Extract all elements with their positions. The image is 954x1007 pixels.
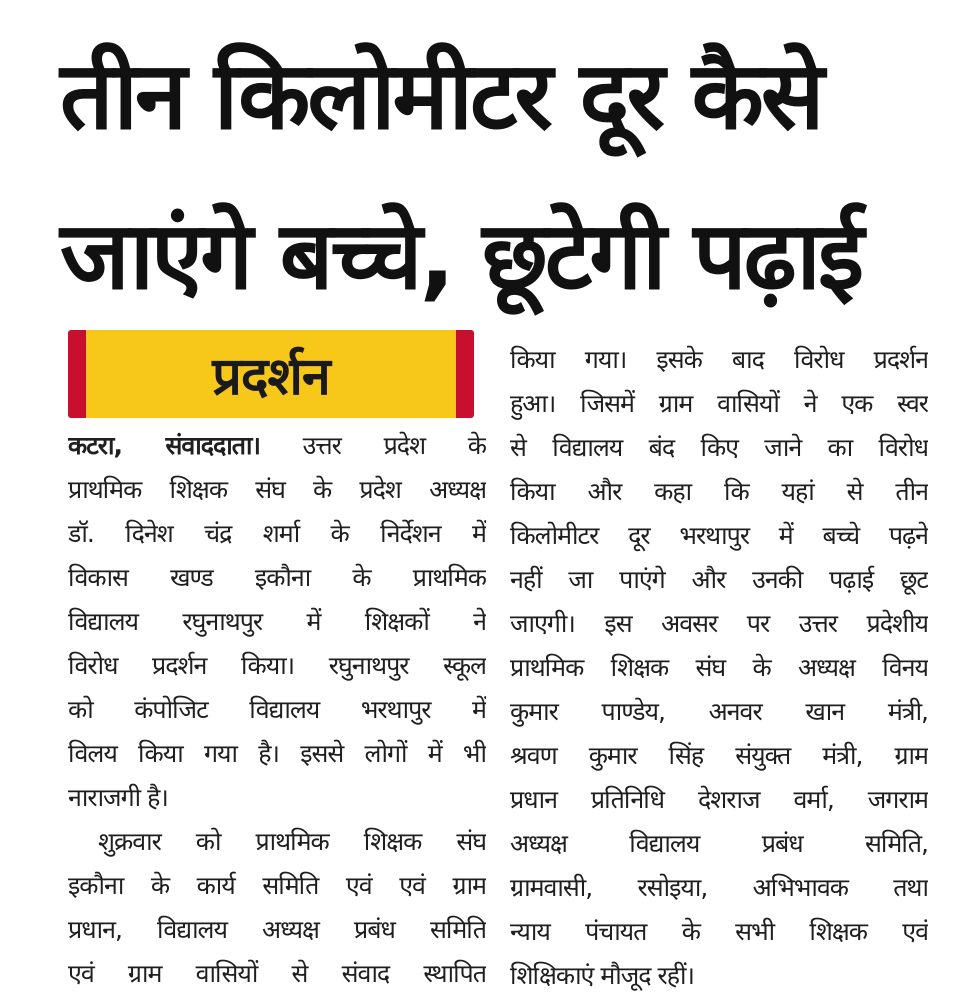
headline-line-2: जाएंगे बच्चे, छूटेगी पढ़ाई xyxy=(60,202,862,311)
article-line: नहीं जा पाएंगे और उनकी पढ़ाई छूट xyxy=(510,565,928,594)
article-column-right xyxy=(510,338,928,998)
article-line: विलय किया गया है। इससे लोगों में भी xyxy=(68,739,486,768)
article-line: एवं ग्राम वासियों से संवाद स्थापित xyxy=(68,959,486,988)
article-line: प्राथमिक शिक्षक संघ के प्रदेश अध्यक्ष xyxy=(68,475,486,504)
article-line: किलोमीटर दूर भरथापुर में बच्चे पढ़ने xyxy=(510,521,928,550)
article-line: विरोध प्रदर्शन किया। रघुनाथपुर स्कूल xyxy=(68,651,486,680)
article-line: कुमार पाण्डेय, अनवर खान मंत्री, xyxy=(510,697,928,726)
banner-fill xyxy=(86,330,456,418)
dateline: कटरा, संवाददाता। xyxy=(68,431,260,460)
article-line: न्याय पंचायत के सभी शिक्षक एवं xyxy=(510,917,928,946)
article-line: किया गया। इसके बाद विरोध प्रदर्शन xyxy=(510,345,928,374)
banner-left-bar xyxy=(68,330,86,418)
article-line: नाराजगी है। xyxy=(68,783,168,812)
article-line: प्रधान प्रतिनिधि देशराज वर्मा, जगराम xyxy=(510,785,928,814)
article-line xyxy=(68,424,486,468)
article-line: डॉ. दिनेश चंद्र शर्मा के निर्देशन में xyxy=(68,519,486,548)
article-line: को कंपोजिट विद्यालय भरथापुर में xyxy=(68,695,486,724)
article-line: से विद्यालय बंद किए जाने का विरोध xyxy=(510,433,928,462)
article-line: प्रधान, विद्यालय अध्यक्ष प्रबंध समिति xyxy=(68,915,486,944)
banner-label: प्रदर्शन xyxy=(212,346,330,407)
article-column-left xyxy=(68,424,486,996)
article-line: प्राथमिक शिक्षक संघ के अध्यक्ष विनय xyxy=(510,653,928,682)
article-line: शिक्षिकाएं मौजूद रहीं। xyxy=(510,961,694,990)
article-line: हुआ। जिसमें ग्राम वासियों ने एक स्वर xyxy=(510,389,928,418)
article-line: अध्यक्ष विद्यालय प्रबंध समिति, xyxy=(510,829,928,858)
article-line: श्रवण कुमार सिंह संयुक्त मंत्री, ग्राम xyxy=(510,741,928,770)
article-line: शुक्रवार को प्राथमिक शिक्षक संघ xyxy=(98,827,486,856)
article-line: इकौना के कार्य समिति एवं एवं ग्राम xyxy=(68,871,486,900)
article-line: विकास खण्ड इकौना के प्राथमिक xyxy=(68,563,486,592)
section-banner xyxy=(68,330,474,418)
article-line: किया और कहा कि यहां से तीन xyxy=(510,477,928,506)
banner-right-bar xyxy=(456,330,474,418)
headline-line-1: तीन किलोमीटर दूर कैसे xyxy=(60,42,822,151)
article-line-text: उत्तर प्रदेश के xyxy=(259,431,486,460)
article-line: जाएगी। इस अवसर पर उत्तर प्रदेशीय xyxy=(510,609,928,638)
article-line: ग्रामवासी, रसोइया, अभिभावक तथा xyxy=(510,873,928,902)
article-line: विद्यालय रघुनाथपुर में शिक्षकों ने xyxy=(68,607,486,636)
